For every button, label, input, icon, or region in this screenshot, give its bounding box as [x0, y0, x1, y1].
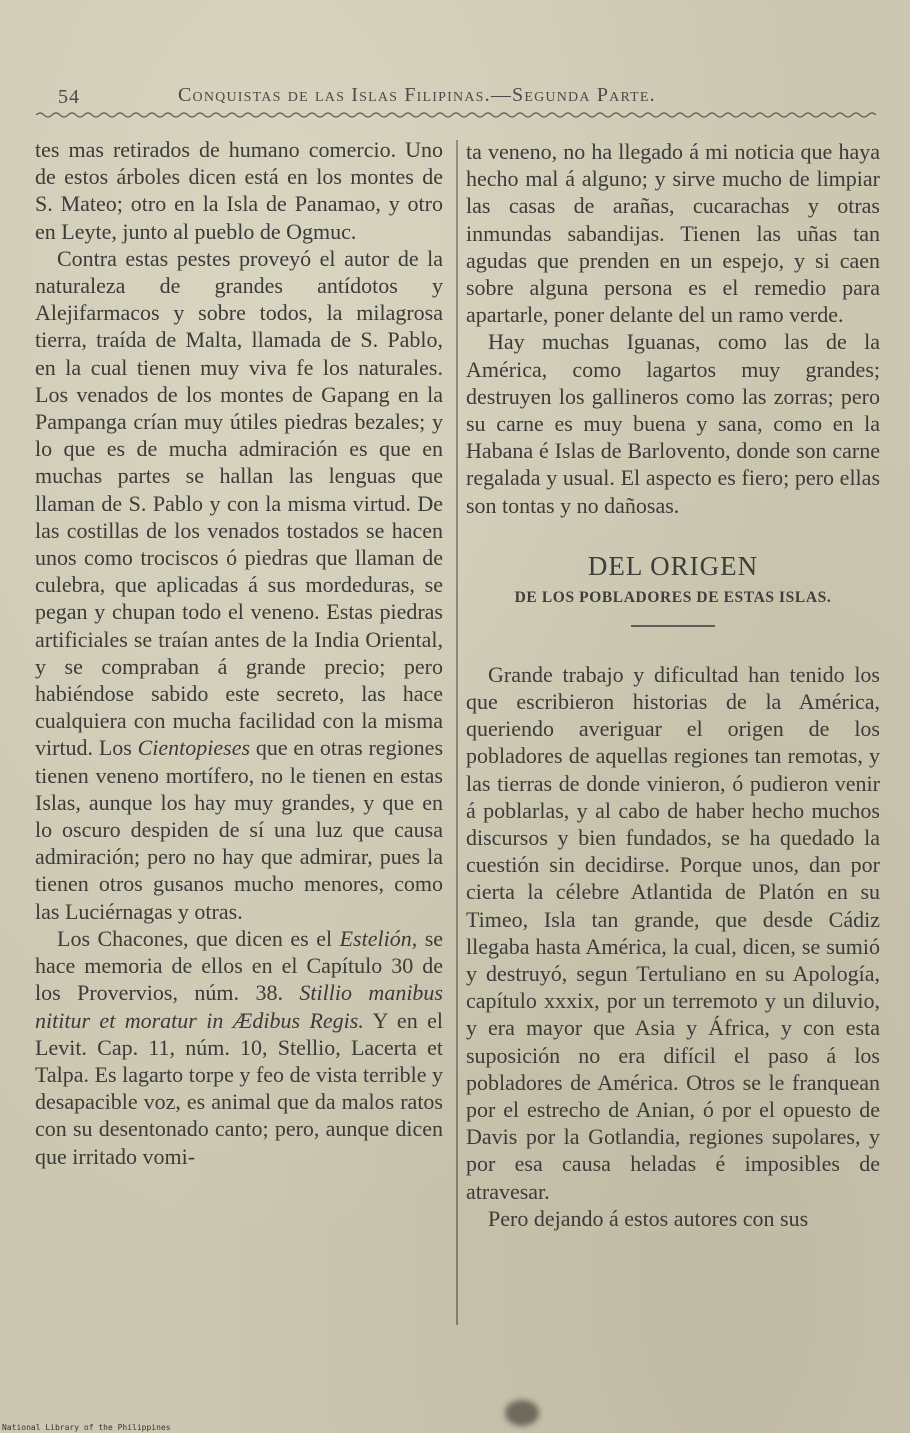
left-paragraph-3-start: Los Chacones, que dicen es el: [57, 925, 333, 951]
header-wavy-rule: [36, 111, 880, 119]
library-credit: National Library of the Philippines: [2, 1423, 171, 1432]
right-paragraph-3: Grande trabajo y dificultad han tenido los que escribieron historias de la América, queriendo averiguar el origen de los pobladores de aquellas regiones tan remotas, y las tierras de donde vinieron, ó pudieron venir á poblarlas, y al cabo de haber hecho muchos discursos y bien fundados, se ha quedado la cuestión sin decidirse. Porque unos, dan por cierta la célebre Atlantida de Platón en su Timeo, Isla tan grande, que desde Cádiz llegaba hasta América, la cual, dicen, se sumió y destruyó, segun Tertuliano en su Apología, capítulo xxxix, por un terremoto y un diluvio, y era mayor que Asia y África, y con esta suposición no era difícil el paso á los pobladores de América. Otros se le franquean por el estrecho de Anian, ó por el opuesto de Davis por la Gotlandia, regiones supolares, y por esa causa heladas é imposibles de atravesar.: [466, 661, 880, 1204]
left-paragraph-2-end: que en otras regiones tienen veneno mortífero, no le tienen en estas Islas, aunque los hay muy grandes, y que en lo oscuro despiden de sí una luz que causa admiración; pero no hay que admirar, pues la tienen otros gusanos mucho menores, como las Luciérnagas y otras.: [35, 735, 444, 924]
left-paragraph-2: [35, 245, 443, 925]
section-title: DEL ORIGEN: [587, 550, 759, 581]
right-paragraph-4: Pero dejando á estos autores con sus: [488, 1205, 809, 1231]
left-paragraph-3-end: Y en el Levit. Cap. 11, núm. 10, Stellio, Lacerta et Talpa. Es lagarto torpe y feo de vista terrible y desapacible voz, es animal que da malos ratos con su desentonado canto; pero, aunque dicen que irritado vomi-: [35, 1007, 443, 1169]
right-column: [466, 138, 880, 1232]
left-paragraph-2-italic: Cientopieses: [137, 735, 251, 761]
right-paragraph-1: ta veneno, no ha llegado á mi noticia que haya hecho mal á alguno; y sirve mucho de limpiar las casas de arañas, cucarachas y otras inmundas sabandijas. Tienen las uñas tan agudas que prenden en un espejo, y si caen sobre alguna persona es el remedio para apartarle, poner delante del un ramo verde.: [466, 139, 880, 328]
left-paragraph-3-mid: se hace memoria de ellos en el Capítulo 30 de los Provervios, núm. 38.: [35, 925, 444, 1006]
section-subtitle: DE LOS POBLADORES DE ESTAS ISLAS.: [514, 589, 832, 607]
page-number: 54: [58, 86, 80, 108]
page-header: [58, 80, 750, 108]
left-paragraph-2-text: Contra estas pestes proveyó el autor de la naturaleza de grandes antídotos y Alejifarmacos y sobre todos, la milagrosa tierra, traída de Malta, llamada de S. Pablo, en la cual tienen muy viva fe los naturales. Los venados de los montes de Gapang en la Pampanga crían muy útiles piedras bezales; y lo que es de mucha admiración es que en muchas partes se hallan las lenguas que llaman de S. Pablo y con la misma virtud. De las costillas de los venados tostados se hacen unos como trociscos ó piedras que llaman de culebra, que aplicadas á sus mordeduras, se pegan y chupan todo el veneno. Estas piedras artificiales se traían antes de la India Oriental, y se compraban á grande precio; pero habiéndose sabido este secreto, las hace cualquiera con mucha facilidad con la misma virtud. Los: [35, 245, 443, 761]
left-paragraph-3-italic-1: Estelión,: [339, 925, 418, 951]
column-divider: [456, 140, 458, 1325]
right-paragraph-2: Hay muchas Iguanas, como las de la América, como lagartos muy grandes; destruyen los gallineros como las zorras; pero su carne es muy buena y sana, como en la Habana é Islas de Barlovento, donde son carne regalada y usual. El aspecto es fiero; pero ellas son tontas y no dañosas.: [466, 329, 880, 518]
section-rule: [631, 625, 715, 627]
running-title: Conquistas de las Islas Filipinas.—Segunda Parte.: [178, 84, 656, 106]
left-paragraph-1: tes mas retirados de humano comercio. Uno de estos árboles dicen está en los montes de S. Mateo; otro en la Isla de Panamao, y otro en Leyte, junto al pueblo de Ogmuc.: [35, 137, 443, 244]
left-paragraph-3: [35, 925, 443, 1170]
ink-stain: [505, 1400, 539, 1426]
left-column: [35, 136, 443, 1170]
left-paragraph-3-italic-2: Stillio manibus nititur et moratur in Ædibus Regis.: [35, 980, 443, 1033]
